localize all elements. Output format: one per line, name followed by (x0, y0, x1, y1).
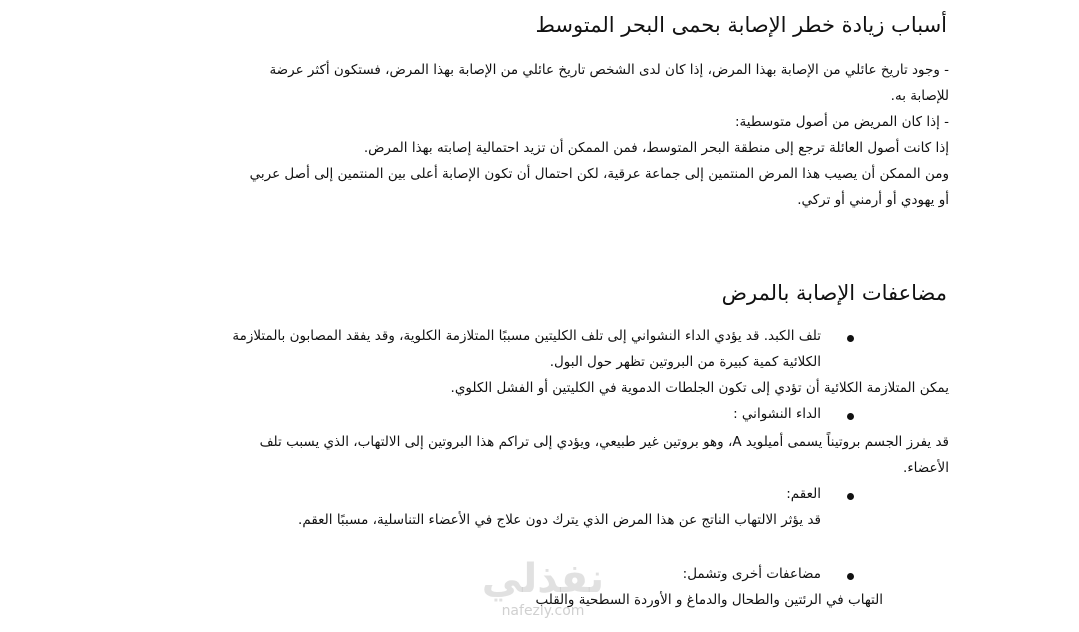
infertility-bullet-label: العقم: (786, 486, 821, 502)
kidney-note: يمكن المتلازمة الكلائية أن تؤدي إلى تكون الجلطات الدموية في الكليتين أو الفشل الكلوي. (450, 380, 949, 396)
section-heading-complications: مضاعفات الإصابة بالمرض (721, 281, 947, 305)
infertility-text: قد يؤثر الالتهاب الناتج عن هذا المرض الذي يترك دون علاج في الأعضاء التناسلية، مسببًا العقم. (298, 512, 821, 528)
amyloid-line-1: قد يفرز الجسم بروتيناً يسمى أميلويد A، وهو بروتين غير طبيعي، ويؤدي إلى تراكم هذا البروتين إلى الالتهاب، الذي يسبب تلف (259, 434, 949, 450)
bullet-kidney (847, 335, 854, 342)
other-bullet-label: مضاعفات أخرى وتشمل: (682, 566, 821, 582)
risk-line-4: إذا كانت أصول العائلة ترجع إلى منطقة البحر المتوسط، فمن الممكن أن تزيد احتمالية إصابته بهذا المرض. (363, 140, 949, 156)
amyloid-line-2: الأعضاء. (903, 460, 949, 476)
risk-line-3: - إذا كان المريض من أصول متوسطية: (734, 114, 949, 130)
kidney-bullet-line-2: الكلائية كمية كبيرة من البروتين تظهر حول البول. (549, 354, 821, 370)
risk-line-6: أو يهودي أو أرمني أو تركي. (797, 192, 949, 208)
risk-line-1: - وجود تاريخ عائلي من الإصابة بهذا المرض، إذا كان لدى الشخص تاريخ عائلي من الإصابة بهذا المرض، فستكون أكثر عرضة (269, 62, 949, 78)
other-text: التهاب في الرئتين والطحال والدماغ و الأوردة السطحية والقلب (535, 592, 883, 608)
watermark-logo-text: نفذلي (481, 556, 605, 602)
bullet-amyloid (847, 413, 854, 420)
amyloid-bullet-label: الداء النشواني : (733, 406, 821, 422)
risk-line-5: ومن الممكن أن يصيب هذا المرض المنتمين إلى جماعة عرقية، لكن احتمال أن تكون الإصابة أعلى بين المنتمين إلى أصل عربي (249, 166, 949, 182)
bullet-other (847, 573, 854, 580)
section-heading-risk-factors: أسباب زيادة خطر الإصابة بحمى البحر المتوسط (535, 13, 947, 37)
kidney-bullet-line-1: تلف الكبد. قد يؤدي الداء النشواني إلى تلف الكليتين مسببًا المتلازمة الكلوية، وقد يفقد المصابون بالمتلازمة (232, 328, 821, 344)
risk-line-2: للإصابة به. (890, 88, 949, 104)
watermark-site-text: nafezly.com (501, 603, 585, 619)
bullet-infertility (847, 493, 854, 500)
